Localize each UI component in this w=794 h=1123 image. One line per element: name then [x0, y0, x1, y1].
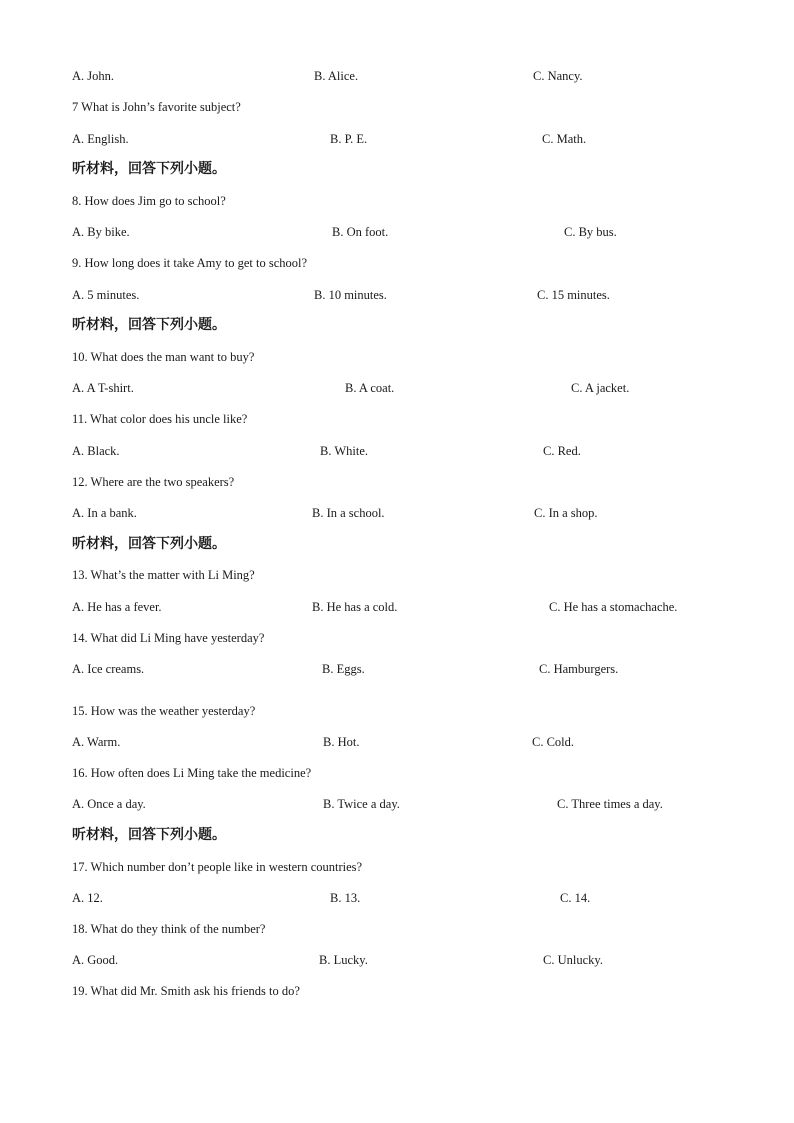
option-c: C. Cold. [532, 735, 575, 749]
option-a: A. Ice creams. [72, 662, 145, 676]
option-c: C. By bus. [564, 225, 617, 239]
question-text: 11. What color does his uncle like? [72, 412, 248, 426]
option-b: B. 10 minutes. [314, 288, 387, 302]
question-text: 19. What did Mr. Smith ask his friends to do? [72, 984, 300, 998]
option-b: B. Hot. [323, 735, 360, 749]
question-text: 7 What is John’s favorite subject? [72, 100, 241, 114]
question-text: 15. How was the weather yesterday? [72, 704, 256, 718]
question-text: 13. What’s the matter with Li Ming? [72, 568, 255, 582]
option-c: C. Unlucky. [543, 953, 603, 967]
section-header: 听材料，回答下列小题。 [72, 161, 226, 177]
option-c: C. Three times a day. [557, 797, 663, 811]
option-c: C. 14. [560, 891, 591, 905]
section-header: 听材料，回答下列小题。 [72, 536, 226, 552]
option-b: B. Eggs. [322, 662, 365, 676]
option-a: A. A T-shirt. [72, 381, 134, 395]
option-c: C. He has a stomachache. [549, 600, 678, 614]
option-a: A. By bike. [72, 225, 130, 239]
option-b: B. Alice. [314, 69, 359, 83]
option-a: A. Black. [72, 444, 120, 458]
option-b: B. On foot. [332, 225, 389, 239]
option-a: A. Warm. [72, 735, 121, 749]
option-a: A. 5 minutes. [72, 288, 140, 302]
option-c: C. Math. [542, 132, 587, 146]
question-text: 9. How long does it take Amy to get to school? [72, 256, 308, 270]
option-b: B. In a school. [312, 506, 385, 520]
option-a: A. Good. [72, 953, 119, 967]
section-header: 听材料，回答下列小题。 [72, 827, 226, 843]
option-c: C. Nancy. [533, 69, 583, 83]
question-text: 12. Where are the two speakers? [72, 475, 235, 489]
question-text: 18. What do they think of the number? [72, 922, 266, 936]
option-b: B. A coat. [345, 381, 395, 395]
option-c: C. 15 minutes. [537, 288, 610, 302]
question-text: 16. How often does Li Ming take the medicine? [72, 766, 312, 780]
question-text: 14. What did Li Ming have yesterday? [72, 631, 265, 645]
option-c: C. In a shop. [534, 506, 598, 520]
option-a: A. He has a fever. [72, 600, 162, 614]
option-c: C. A jacket. [571, 381, 630, 395]
option-b: B. White. [320, 444, 369, 458]
question-text: 17. Which number don’t people like in western countries? [72, 860, 363, 874]
option-c: C. Hamburgers. [539, 662, 619, 676]
option-b: B. Twice a day. [323, 797, 400, 811]
option-b: B. Lucky. [319, 953, 368, 967]
option-c: C. Red. [543, 444, 581, 458]
section-header: 听材料，回答下列小题。 [72, 317, 226, 333]
option-b: B. He has a cold. [312, 600, 398, 614]
option-a: A. John. [72, 69, 115, 83]
option-a: A. English. [72, 132, 129, 146]
option-a: A. Once a day. [72, 797, 146, 811]
option-b: B. P. E. [330, 132, 368, 146]
question-text: 8. How does Jim go to school? [72, 194, 226, 208]
option-a: A. 12. [72, 891, 103, 905]
option-a: A. In a bank. [72, 506, 137, 520]
question-text: 10. What does the man want to buy? [72, 350, 255, 364]
option-b: B. 13. [330, 891, 361, 905]
